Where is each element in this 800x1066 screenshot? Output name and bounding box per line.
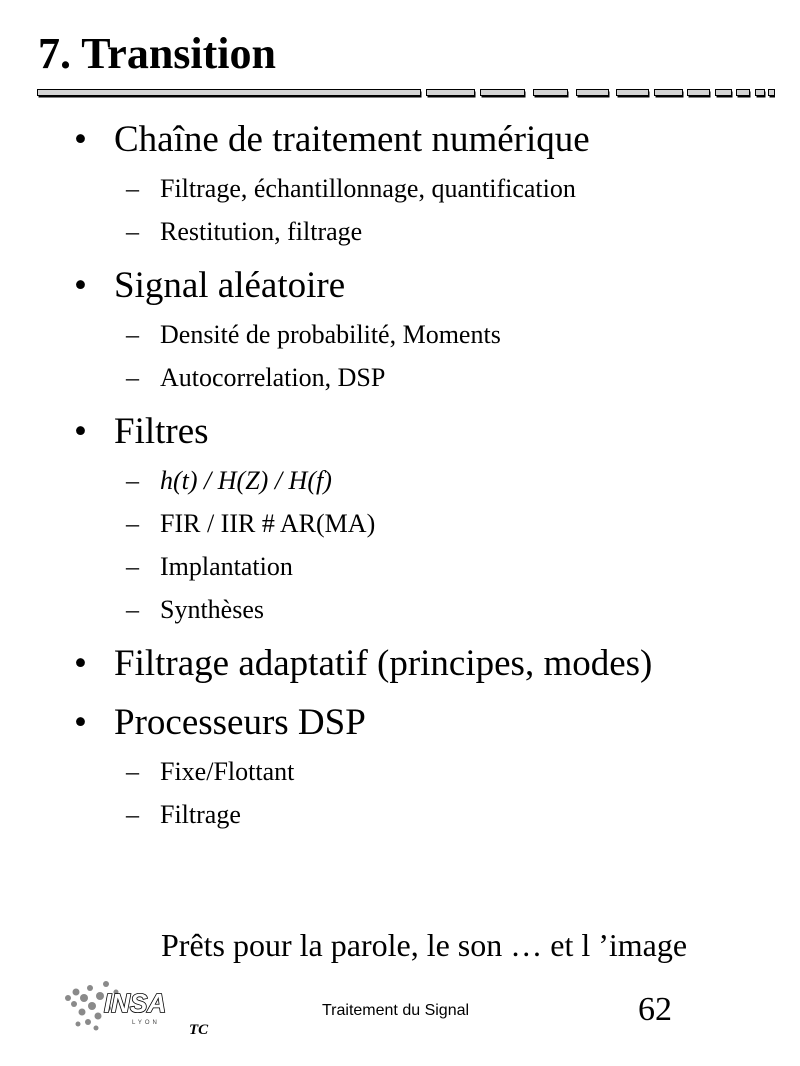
dash-mark: – (126, 552, 139, 581)
dash-mark: – (126, 174, 139, 203)
sub-bullet-text: h(t) / H(Z) / H(f) (160, 466, 332, 495)
divider-segment (427, 90, 475, 96)
sub-bullet-text: Filtrage (160, 800, 241, 829)
dash-mark: – (126, 363, 139, 392)
divider-segment (534, 90, 568, 96)
dash-mark: – (126, 466, 139, 495)
dash-mark: – (126, 217, 139, 246)
sub-bullet-text: Densité de probabilité, Moments (160, 320, 501, 349)
divider-segment (716, 90, 732, 96)
divider-segment (756, 90, 765, 96)
sub-bullet-text: FIR / IIR # AR(MA) (160, 509, 376, 538)
bullet-mark: • (74, 411, 87, 452)
sub-bullet-text: Synthèses (160, 595, 264, 624)
divider-segment (769, 90, 775, 96)
divider-segment (737, 90, 750, 96)
sub-bullet-text: Autocorrelation, DSP (160, 363, 386, 392)
slide-title: 7. Transition (38, 29, 276, 78)
footer-course-title: Traitement du Signal (322, 1002, 470, 1019)
bullet-mark: • (74, 265, 87, 306)
bullet-text: Processeurs DSP (114, 702, 366, 743)
bullet-text: Chaîne de traitement numérique (114, 119, 590, 160)
closing-line: Prêts pour la parole, le son … et l ’image (161, 927, 688, 963)
department-label: TC (189, 1022, 209, 1038)
bullet-mark: • (74, 702, 87, 743)
divider-segment (577, 90, 609, 96)
bullet-text: Filtrage adaptatif (principes, modes) (114, 643, 653, 684)
bullet-text: Filtres (114, 411, 209, 452)
dash-mark: – (126, 800, 139, 829)
title-divider (37, 89, 775, 99)
sub-bullet-text: Filtrage, échantillonnage, quantification (160, 174, 576, 203)
dash-mark: – (126, 509, 139, 538)
divider-segment (688, 90, 710, 96)
divider-segment (655, 90, 683, 96)
divider-segment (481, 90, 525, 96)
bullet-mark: • (74, 643, 87, 684)
logo-subtext: LYON (132, 1020, 160, 1026)
bullet-mark: • (74, 119, 87, 160)
dash-mark: – (126, 757, 139, 786)
divider-segment (617, 90, 649, 96)
page-number: 62 (638, 991, 672, 1028)
sub-bullet-text: Restitution, filtrage (160, 217, 363, 246)
dash-mark: – (126, 595, 139, 624)
logo-wordmark: INSA (104, 988, 167, 1018)
divider-segment (38, 90, 421, 96)
dash-mark: – (126, 320, 139, 349)
bullet-text: Signal aléatoire (114, 265, 346, 306)
sub-bullet-text: Fixe/Flottant (160, 757, 295, 786)
sub-bullet-text: Implantation (160, 552, 293, 581)
